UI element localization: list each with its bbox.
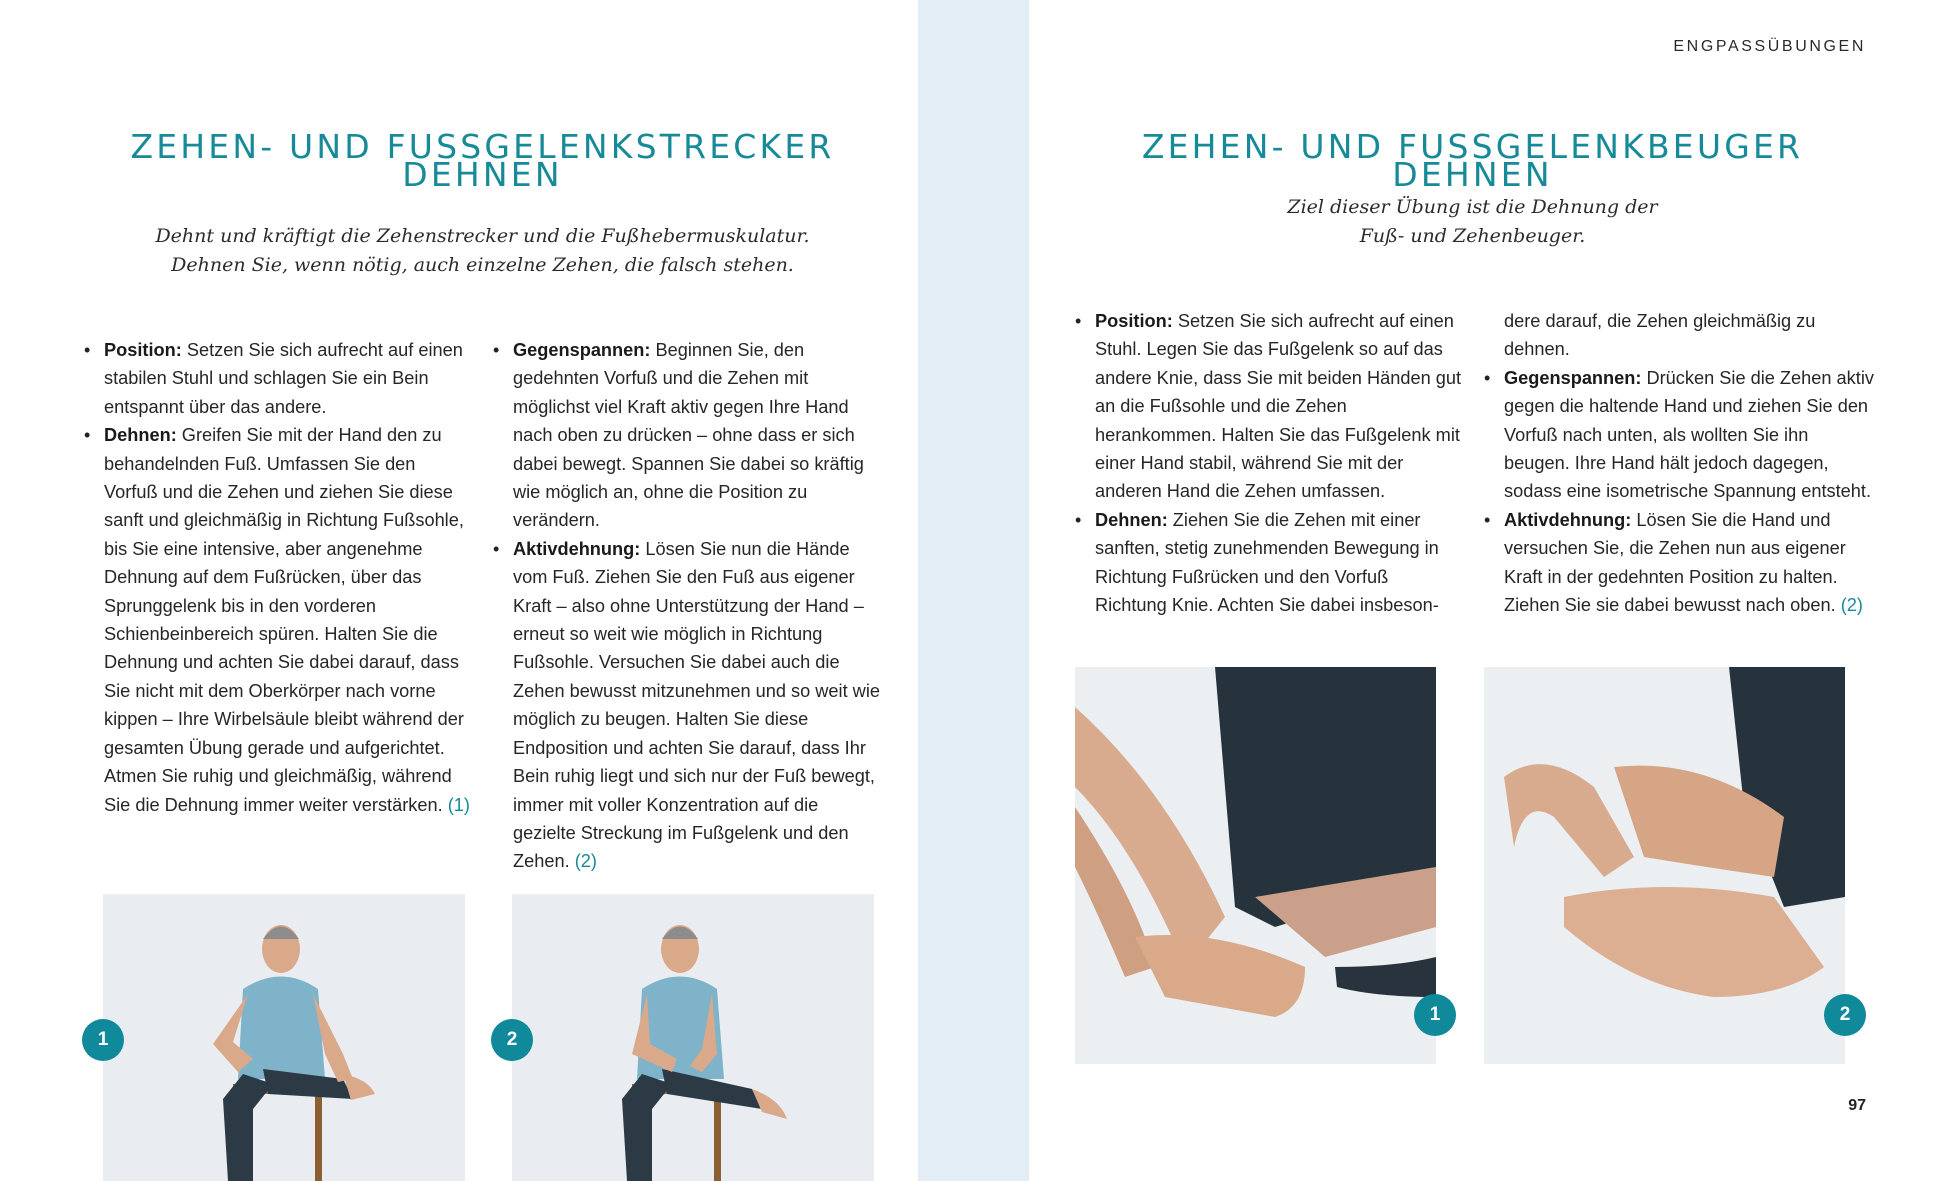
list-item-continuation: dere darauf, die Zehen gleichmäßig zu dehnen. (1504, 311, 1816, 360)
right-page-title: ZEHEN- UND FUSSGELENKBEUGER DEHNEN (1141, 127, 1804, 194)
figure-reference: (2) (574, 851, 597, 872)
item-text: Drücken Sie die Zehen aktiv gegen die haltende Hand und ziehen Sie den Vorfuß nach unten, als wollten Sie ihn beugen. Ihre Hand hält jedoch dagegen, sodass eine isometrische Spannung entsteht. (1504, 367, 1874, 502)
figure-reference: (1) (447, 794, 470, 815)
item-term: Aktivdehnung: (1504, 509, 1632, 530)
list-item (493, 535, 883, 876)
list-item (84, 336, 472, 421)
exercise-photo-1 (103, 894, 465, 1181)
item-term: Position: (1095, 311, 1173, 331)
exercise-photo-2 (512, 894, 874, 1181)
right-column-1 (1075, 307, 1463, 619)
item-text: Ziehen Sie die Zehen mit einer sanften, stetig zunehmenden Bewegung in Richtung Fußrücken und den Vorfuß Richtung Knie. Achten Sie dabei insbeson- (1095, 509, 1439, 616)
foot-stretch-illustration (1075, 667, 1436, 1064)
book-gutter (918, 0, 1029, 1181)
item-text: Beginnen Sie, den gedehnten Vorfuß und die Zehen mit möglichst viel Kraft aktiv gegen Ihre Hand nach oben zu drücken – ohne dass er sich dabei bewegt. Spannen Sie dabei so kräftig wie möglich an, ohne die Position zu verändern. (513, 340, 864, 531)
seated-stretch-illustration (103, 894, 465, 1181)
list-item (84, 421, 472, 819)
left-subtitle-line: Dehnen Sie, wenn nötig, auch einzelne Zehen, die falsch stehen. (171, 254, 794, 276)
left-column-1 (84, 336, 472, 819)
list-item (1484, 364, 1878, 506)
exercise-photo-3 (1075, 667, 1436, 1064)
item-term: Gegenspannen: (1504, 367, 1642, 388)
step-badge-1: 1 (82, 1019, 124, 1061)
exercise-photo-4 (1484, 667, 1845, 1064)
list-item (1484, 506, 1878, 620)
list-item (1075, 506, 1463, 620)
left-column-2 (493, 336, 883, 876)
item-text: Setzen Sie sich aufrecht auf einen stabilen Stuhl und schlagen Sie ein Bein entspannt über das andere. (104, 340, 463, 417)
item-text: Setzen Sie sich aufrecht auf einen Stuhl. Legen Sie das Fußgelenk so auf das andere Knie, dass Sie mit beiden Händen gut an die Fußsohle und die Zehen herankommen. Halten Sie das Fußgelenk mit einer Hand stabil, während Sie mit der anderen Hand die Zehen umfassen. (1095, 311, 1462, 502)
step-badge-2: 2 (491, 1019, 533, 1061)
list-item (493, 336, 883, 535)
item-term: Position: (104, 340, 182, 360)
right-column-2 (1484, 307, 1878, 619)
running-head: ENGPASSÜBUNGEN (1673, 38, 1866, 55)
right-subtitle-line: Ziel dieser Übung ist die Dehnung der (1287, 196, 1658, 218)
foot-flex-illustration (1484, 667, 1845, 1064)
item-term: Dehnen: (1095, 509, 1168, 530)
step-badge-3: 1 (1414, 994, 1456, 1036)
list-item (1075, 307, 1463, 506)
item-term: Dehnen: (104, 425, 177, 446)
page-number: 97 (1848, 1097, 1866, 1114)
item-text: Lösen Sie die Hand und versuchen Sie, die Zehen nun aus eigener Kraft in der gedehnten Position zu halten. Ziehen Sie sie dabei bewusst nach oben. (1504, 509, 1846, 616)
right-subtitle-line: Fuß- und Zehenbeuger. (1359, 225, 1586, 247)
step-badge-4: 2 (1824, 994, 1866, 1036)
left-page-title: ZEHEN- UND FUSSGELENKSTRECKER DEHNEN (130, 127, 835, 194)
item-text: Greifen Sie mit der Hand den zu behandelnden Fuß. Umfassen Sie den Vorfuß und die Zehen und ziehen Sie diese sanft und gleichmäßig in Richtung Fußsohle, bis Sie eine intensive, aber angenehme Dehnung auf dem Fußrücken, über das Sprunggelenk bis in den vorderen Schienbeinbereich spüren. Halten Sie die Dehnung und achten Sie dabei darauf, dass Sie nicht mit dem Oberkörper nach vorne kippen – Ihre Wirbelsäule bleibt während der gesamten Übung gerade und aufgerichtet. Atmen Sie ruhig und gleichmäßig, während Sie die Dehnung immer weiter verstärken. (104, 425, 464, 815)
left-page-subtitle (105, 222, 860, 280)
item-term: Gegenspannen: (513, 340, 651, 360)
item-text: Lösen Sie nun die Hände vom Fuß. Ziehen Sie den Fuß aus eigener Kraft – also ohne Unterstützung der Hand – erneut so weit wie möglich in Richtung Fußsohle. Versuchen Sie dabei auch die Zehen bewusst mitzunehmen und so weit wie möglich zu beugen. Halten Sie diese Endposition und achten Sie darauf, dass Ihr Bein ruhig liegt und sich nur der Fuß bewegt, immer mit voller Konzentration auf die gezielte Streckung im Fußgelenk und den Zehen. (513, 538, 880, 872)
item-term: Aktivdehnung: (513, 538, 641, 559)
right-page-subtitle (1075, 193, 1870, 251)
seated-stretch-illustration (512, 894, 874, 1181)
left-subtitle-line: Dehnt und kräftigt die Zehenstrecker und die Fußhebermuskulatur. (155, 225, 810, 247)
figure-reference: (2) (1840, 595, 1863, 616)
